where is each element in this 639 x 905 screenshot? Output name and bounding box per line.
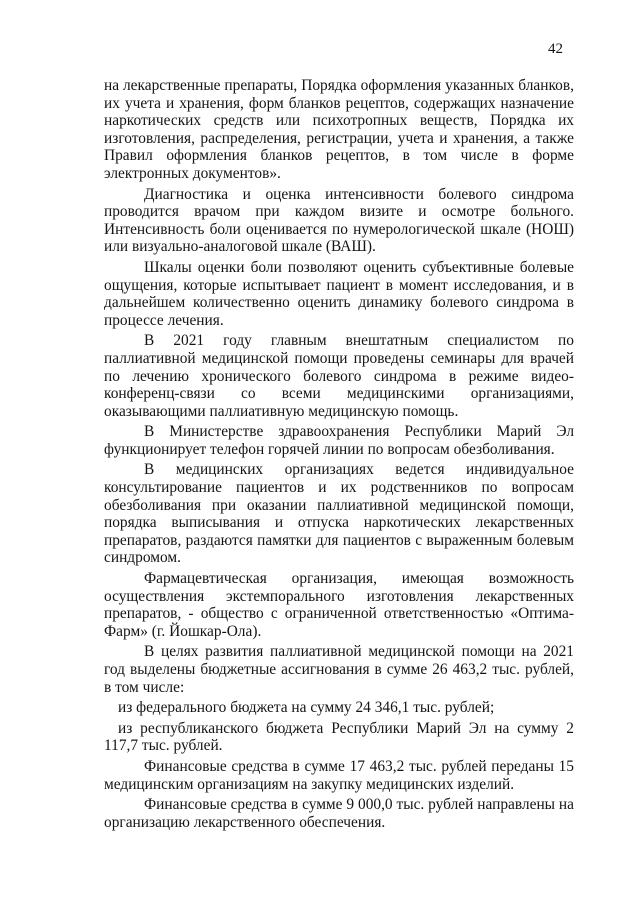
paragraph-republic-budget: из республиканского бюджета Республики Марий Эл на сумму 2 117,7 тыс. рублей. xyxy=(104,719,574,755)
paragraph-pain-scales: Шкалы оценки боли позволяют оценить субъективные болевые ощущения, которые испытывает пациент в момент исследования, и в дальнейшем количественно оценить динамику болевого синдрома в процессе лечения. xyxy=(104,258,574,329)
paragraph-medical-devices-funds: Финансовые средства в сумме 17 463,2 тыс. рублей переданы 15 медицинским организациям на закупку медицинских изделий. xyxy=(104,757,574,793)
paragraph-prescription-forms: на лекарственные препараты, Порядка оформления указанных бланков, их учета и хранения, форм бланков рецептов, содержащих назначение наркотических средств или психотропных веществ, Порядка их изготовления, распределения, регистрации, учета и хранения, а также Правил оформления бланков рецептов, в том числе в форме электронных документов». xyxy=(104,77,574,182)
paragraph-pain-diagnostics: Диагностика и оценка интенсивности болевого синдрома проводится врачом при каждом визите и осмотре больного. Интенсивность боли оценивается по нумерологической шкале (НОШ) или визуально-аналоговой шкале (ВАШ). xyxy=(104,185,574,256)
paragraph-seminars-2021: В 2021 году главным внештатным специалистом по паллиативной медицинской помощи проведены семинары для врачей по лечению хронического болевого синдрома в режиме видео-конференц-связи со всеми медицинскими организациями, оказывающими паллиативную медицинскую помощь. xyxy=(104,332,574,420)
paragraph-consulting: В медицинских организациях ведется индивидуальное консультирование пациентов и их родственников по вопросам обезболивания при оказании паллиативной медицинской помощи, порядка выписывания и отпуска наркотических лекарственных препаратов, раздаются памятки для пациентов с выраженным болевым синдромом. xyxy=(104,461,574,567)
paragraph-hotline: В Министерстве здравоохранения Республики Марий Эл функционирует телефон горячей линии по вопросам обезболивания. xyxy=(104,423,574,458)
paragraph-pharmacy: Фармацевтическая организация, имеющая возможность осуществления экстемпорального изготовления лекарственных препаратов, - общество с ограниченной ответственностью «Оптима-Фарм» (г. Йошкар-Ола). xyxy=(104,570,574,640)
page-number: 42 xyxy=(548,41,563,57)
paragraph-budget-total: В целях развития паллиативной медицинской помощи на 2021 год выделены бюджетные ассигнования в сумме 26 463,2 тыс. рублей, в том числе: xyxy=(104,643,574,696)
body-text xyxy=(104,77,574,834)
paragraph-drug-supply-funds: Финансовые средства в сумме 9 000,0 тыс. рублей направлены на организацию лекарственного обеспечения. xyxy=(104,796,574,831)
paragraph-federal-budget: из федерального бюджета на сумму 24 346,1 тыс. рублей; xyxy=(118,699,495,717)
